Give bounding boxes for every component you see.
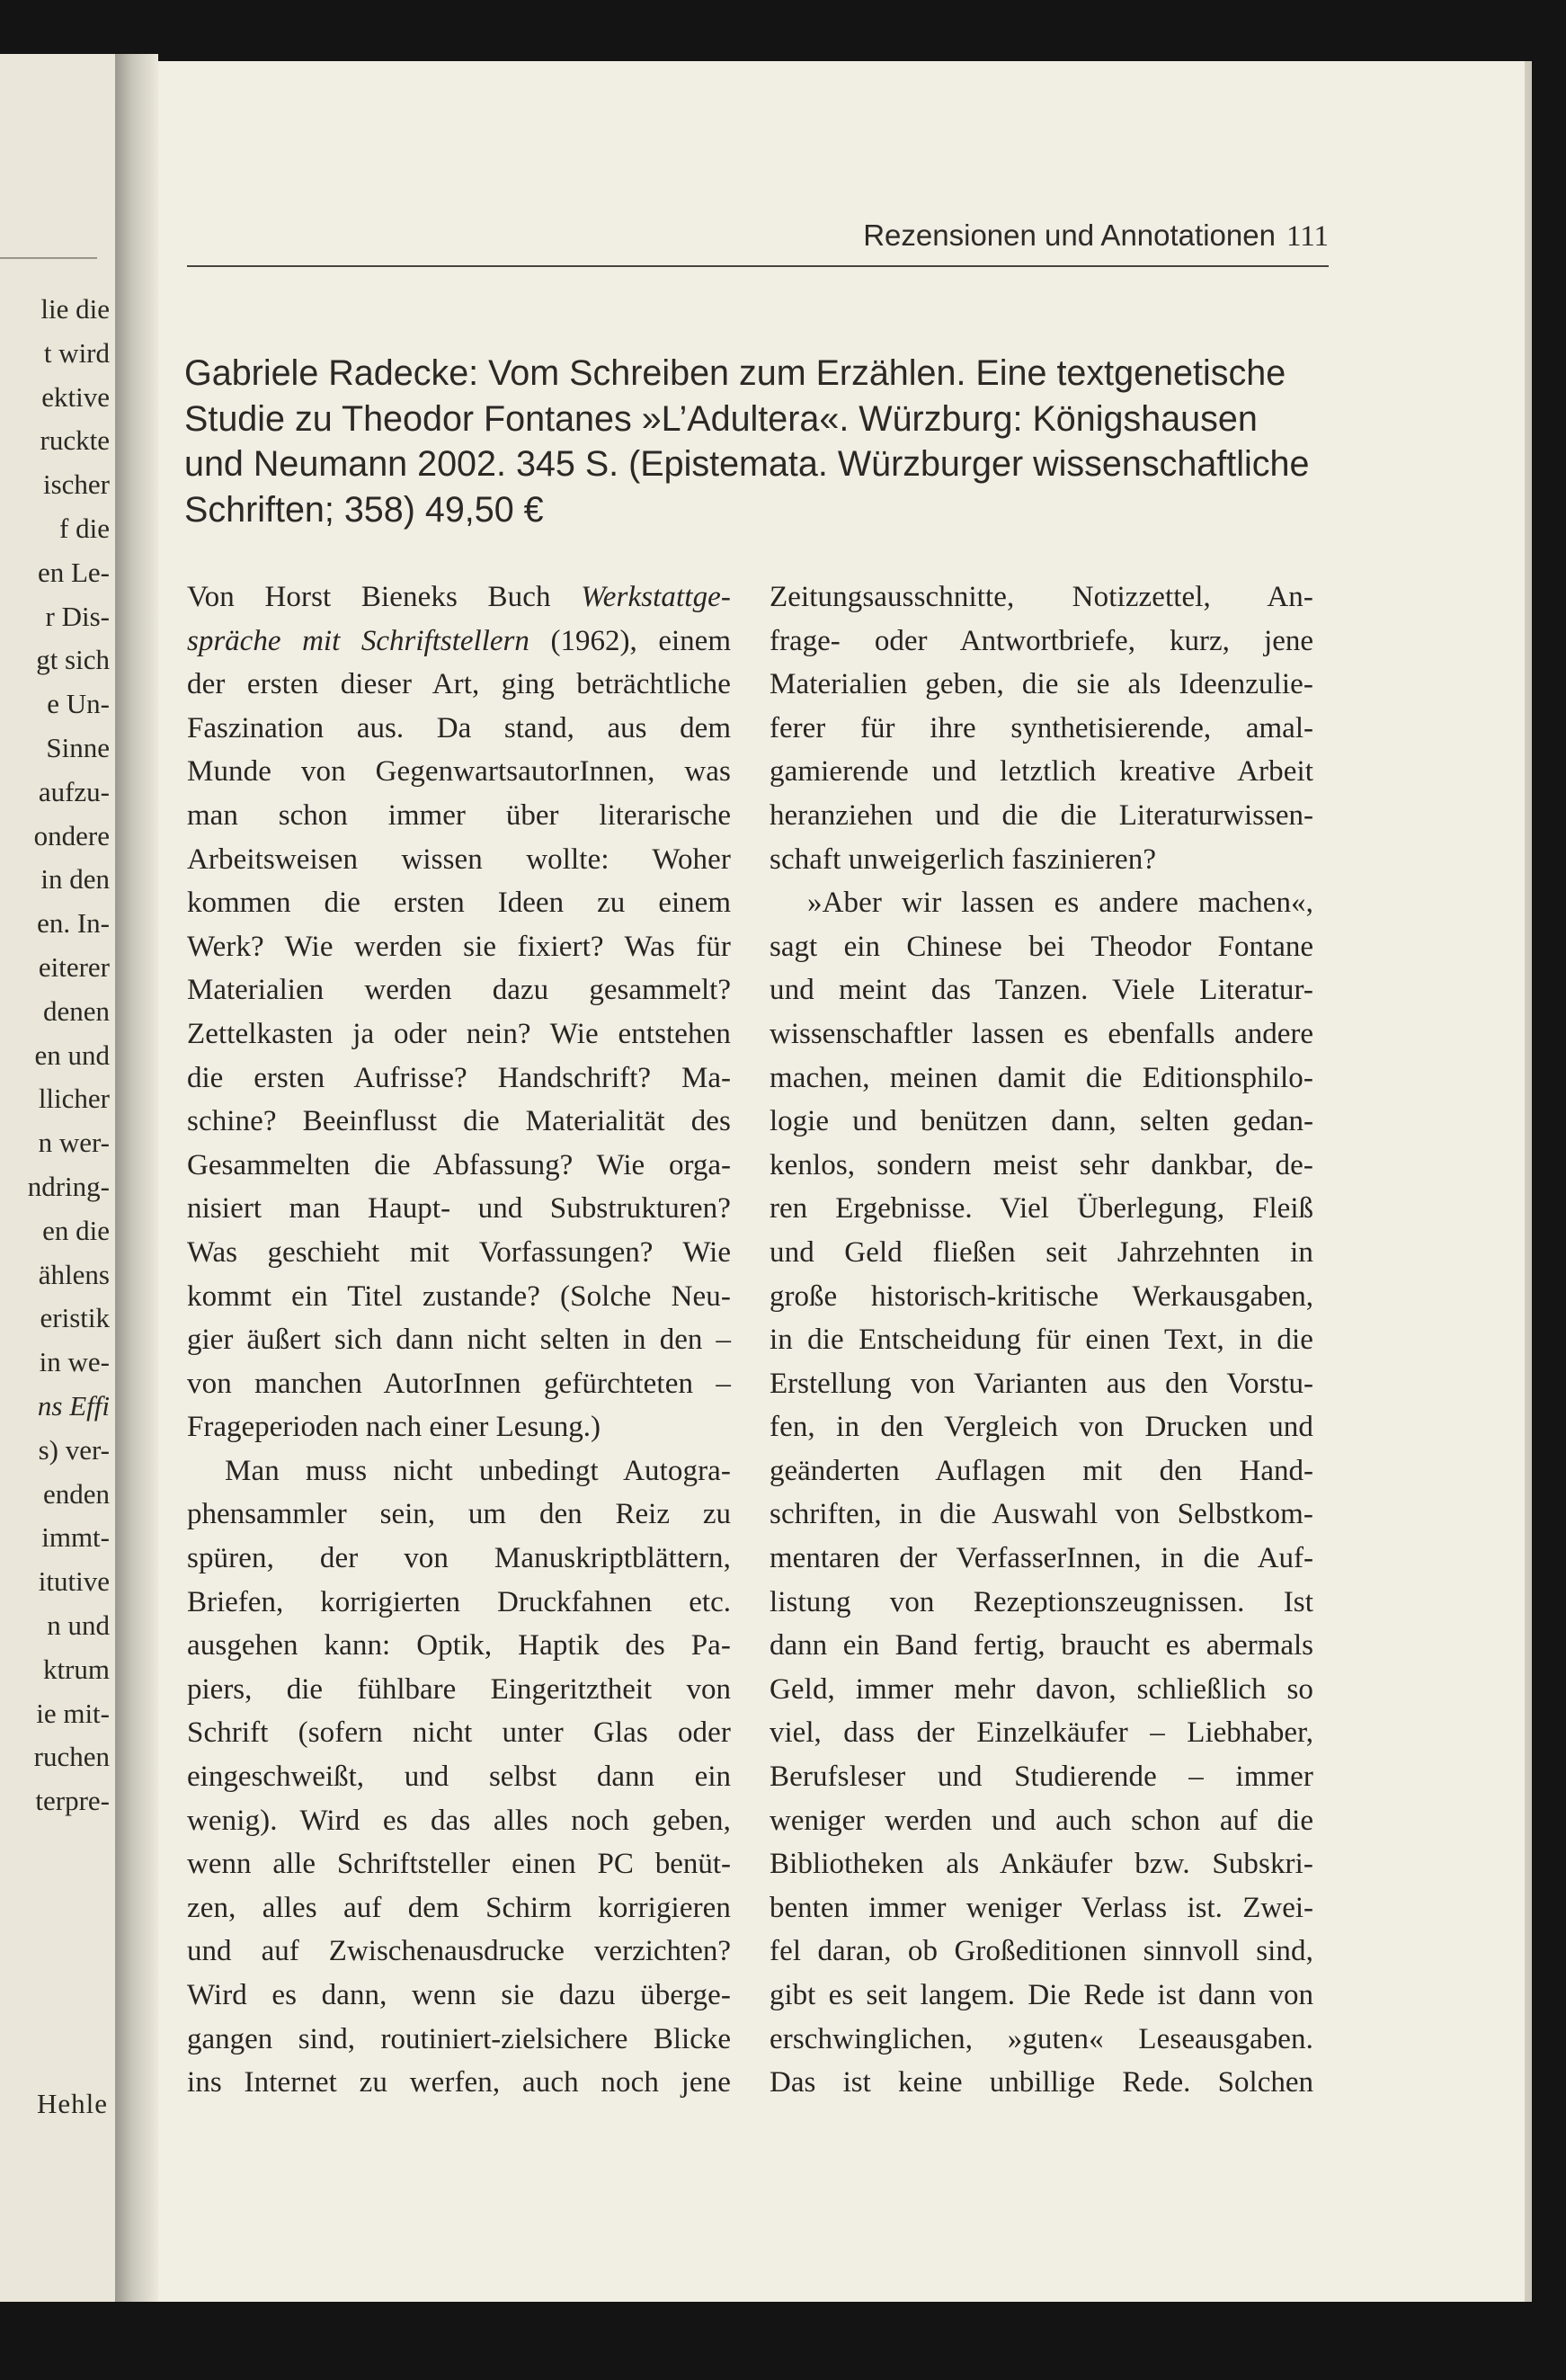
text-line: Materialien geben, die sie als Ideenzulie- (770, 668, 1313, 701)
previous-page-line: eiterer (38, 950, 110, 983)
text-line: gamierende und letztlich kreative Arbeit (770, 755, 1313, 789)
text-line: schaft unweigerlich faszinieren? (770, 842, 1157, 876)
text-line: fen, in den Vergleich von Drucken und (770, 1411, 1313, 1444)
previous-page (0, 54, 115, 2302)
previous-page-line: Sinne (46, 731, 110, 763)
text-line: nisiert man Haupt- und Substrukturen? (187, 1192, 731, 1226)
text-line: Zettelkasten ja oder nein? Wie entstehen (187, 1017, 731, 1050)
paragraph (770, 881, 1313, 2105)
text-line: heranziehen und die die Literaturwissen- (770, 798, 1313, 832)
previous-page-line: ektive (41, 380, 110, 413)
text-line: Geld, immer mehr davon, schließlich so (770, 1672, 1313, 1706)
review-citation (184, 351, 1344, 532)
text-line: Was geschieht mit Vorfassungen? Wie (187, 1235, 731, 1269)
citation-line: und Neumann 2002. 345 S. (Epistemata. Würzburger wissenschaftliche (184, 444, 1310, 484)
running-head (158, 218, 1329, 254)
text-line: spüren, der von Manuskriptblättern, (187, 1542, 731, 1575)
previous-page-rule (0, 257, 97, 259)
text-line: Erstellung von Varianten aus den Vorstu- (770, 1367, 1313, 1400)
text-line (187, 575, 731, 620)
book-gutter (115, 54, 158, 2302)
text-line: ferer für ihre synthetisierende, amal- (770, 711, 1313, 744)
text-line: wenn alle Schriftsteller einen PC benüt- (187, 1848, 731, 1881)
text-line: kommen die ersten Ideen zu einem (187, 887, 731, 920)
previous-page-line: t wird (43, 336, 110, 369)
text-line: dann ein Band fertig, braucht es abermals (770, 1629, 1313, 1662)
text-line: Materialien werden dazu gesammelt? (187, 974, 731, 1007)
previous-page-line: in we- (39, 1346, 110, 1378)
citation-line: Studie zu Theodor Fontanes »L’Adultera«. Würzburg: Königshausen (184, 398, 1258, 439)
text-line: Bibliotheken als Ankäufer bzw. Subskri- (770, 1848, 1313, 1881)
paragraph (770, 575, 1313, 881)
paragraph (187, 1449, 731, 2105)
previous-page-line: e Un- (47, 688, 110, 720)
previous-page-line: in den (40, 863, 110, 896)
previous-page-line: gt sich (36, 644, 110, 676)
previous-page-line: enden (42, 1477, 110, 1510)
text-line: kommt ein Titel zustande? (Solche Neu- (187, 1279, 731, 1313)
previous-page-line: n und (47, 1609, 110, 1641)
text-line: zen, alles auf dem Schirm korrigieren (187, 1891, 731, 1924)
text-line: eingeschweißt, und selbst dann ein (187, 1760, 731, 1794)
previous-page-line: ondere (33, 819, 110, 851)
previous-page-line: immt- (41, 1521, 110, 1554)
text-line: wissenschaftler lassen es ebenfalls andere (770, 1017, 1313, 1050)
citation-line: Schriften; 358) 49,50 € (184, 489, 544, 530)
previous-page-line: ndring- (27, 1170, 110, 1202)
text-line: piers, die fühlbare Eingeritztheit von (187, 1672, 731, 1706)
text-line: Munde von GegenwartsautorInnen, was (187, 755, 731, 789)
text-line: Berufsleser und Studierende – immer (770, 1760, 1313, 1794)
text-line: Werk? Wie werden sie fixiert? Was für (187, 930, 731, 963)
text-line: in die Entscheidung für einen Text, in die (770, 1324, 1313, 1357)
text-line: schine? Beeinflusst die Materialität des (187, 1105, 731, 1138)
previous-page-line: en und (34, 1038, 110, 1071)
text-line: Schrift (sofern nicht unter Glas oder (187, 1716, 731, 1750)
previous-page-line: ruchen (33, 1741, 110, 1773)
text-column-right (770, 575, 1313, 2105)
previous-page-signature: Hehle (36, 2088, 108, 2119)
previous-page-line: s) ver- (38, 1433, 110, 1466)
running-head-title: Rezensionen und Annotationen (863, 218, 1276, 252)
header-rule (187, 265, 1329, 267)
text-line: ren Ergebnisse. Viel Überlegung, Fleiß (770, 1192, 1313, 1226)
text-line: fel daran, ob Großeditionen sinnvoll sind, (770, 1935, 1313, 1968)
text-line: der ersten dieser Art, ging beträchtliche (187, 668, 731, 701)
text-line (187, 620, 731, 664)
text-line: weniger werden und auch schon auf die (770, 1804, 1313, 1837)
text-line: man schon immer über literarische (187, 798, 731, 832)
text-line: logie und benützen dann, selten gedan- (770, 1105, 1313, 1138)
text-line: sagt ein Chinese bei Theodor Fontane (770, 930, 1313, 963)
text-line: viel, dass der Einzelkäufer – Liebhaber, (770, 1716, 1313, 1750)
previous-page-line: terpre- (35, 1785, 110, 1817)
text-line: Wird es dann, wenn sie dazu überge- (187, 1979, 731, 2011)
text-line: Frageperioden nach einer Lesung.) (187, 1411, 601, 1444)
book-page (158, 61, 1525, 2302)
text-line: ins Internet zu werfen, auch noch jene (187, 2066, 731, 2099)
text-line: Arbeitsweisen wissen wollte: Woher (187, 842, 731, 876)
text-line: mentaren der VerfasserInnen, in die Auf- (770, 1542, 1313, 1575)
text-line: kenlos, sondern meist sehr dankbar, de- (770, 1148, 1313, 1181)
previous-page-line: en. In- (37, 907, 110, 940)
previous-page-line: ns Effi (37, 1389, 110, 1422)
text-line: ausgehen kann: Optik, Haptik des Pa- (187, 1629, 731, 1662)
citation-line: Gabriele Radecke: Vom Schreiben zum Erzählen. Eine textgenetische (184, 353, 1286, 393)
previous-page-line: denen (42, 994, 110, 1027)
text-line: Faszination aus. Da stand, aus dem (187, 711, 731, 744)
previous-page-line: ktrum (42, 1653, 110, 1685)
text-line: große historisch-kritische Werkausgaben, (770, 1279, 1313, 1313)
text-line: gibt es seit langem. Die Rede ist dann von (770, 1979, 1313, 2011)
text-line: Zeitungsausschnitte, Notizzettel, An- (770, 581, 1313, 613)
text-run: Von Horst Bieneks Buch (187, 581, 582, 613)
text-line: gier äußert sich dann nicht selten in den – (187, 1324, 731, 1357)
text-line: phensammler sein, um den Reiz zu (187, 1498, 731, 1531)
previous-page-line: n wer- (38, 1127, 110, 1159)
text-line: wenig). Wird es das alles noch geben, (187, 1804, 731, 1837)
previous-page-line: f die (59, 512, 110, 544)
text-line: »Aber wir lassen es andere machen«, (807, 887, 1313, 920)
previous-page-line: itutive (38, 1565, 110, 1598)
previous-page-line: aufzu- (38, 775, 110, 807)
text-line: listung von Rezeptionszeugnissen. Ist (770, 1585, 1313, 1618)
book-title-italic: Werkstattge- (581, 581, 731, 613)
book-title-italic: spräche mit Schriftstellern (187, 624, 529, 657)
text-line: von manchen AutorInnen gefürchteten – (187, 1367, 731, 1400)
previous-page-line: ählens (38, 1258, 110, 1290)
text-line: gangen sind, routiniert-zielsichere Blicke (187, 2022, 731, 2055)
text-column-left (187, 575, 731, 2105)
previous-page-line: ruckte (40, 424, 110, 457)
text-line: frage- oder Antwortbriefe, kurz, jene (770, 624, 1313, 657)
text-line: benten immer weniger Verlass ist. Zwei- (770, 1891, 1313, 1924)
text-line: machen, meinen damit die Editionsphilo- (770, 1061, 1313, 1094)
previous-page-line: en Le- (37, 556, 110, 588)
previous-page-line: llicher (38, 1083, 110, 1115)
text-line: Briefen, korrigierten Druckfahnen etc. (187, 1585, 731, 1618)
text-line: Gesammelten die Abfassung? Wie orga- (187, 1148, 731, 1181)
text-line: Das ist keine unbillige Rede. Solchen (770, 2066, 1313, 2099)
text-run: (1962), einem (529, 624, 731, 657)
text-line: die ersten Aufrisse? Handschrift? Ma- (187, 1061, 731, 1094)
text-line: und meint das Tanzen. Viele Literatur- (770, 974, 1313, 1007)
paragraph (187, 663, 731, 1449)
page-number: 111 (1286, 220, 1329, 253)
previous-page-text (0, 288, 110, 1823)
text-line: erschwinglichen, »guten« Leseausgaben. (770, 2022, 1313, 2055)
text-line: und auf Zwischenausdrucke verzichten? (187, 1935, 731, 1968)
text-line: und Geld fließen seit Jahrzehnten in (770, 1235, 1313, 1269)
previous-page-line: en die (42, 1214, 110, 1246)
previous-page-line: r Dis- (45, 600, 110, 632)
text-line: geänderten Auflagen mit den Hand- (770, 1454, 1313, 1487)
previous-page-line: eristik (40, 1302, 110, 1334)
previous-page-line: ischer (42, 468, 110, 501)
text-line: schriften, in die Auswahl von Selbstkom- (770, 1498, 1313, 1531)
previous-page-line: lie die (40, 293, 110, 325)
text-line: Man muss nicht unbedingt Autogra- (225, 1454, 731, 1487)
previous-page-line: ie mit- (36, 1697, 110, 1729)
